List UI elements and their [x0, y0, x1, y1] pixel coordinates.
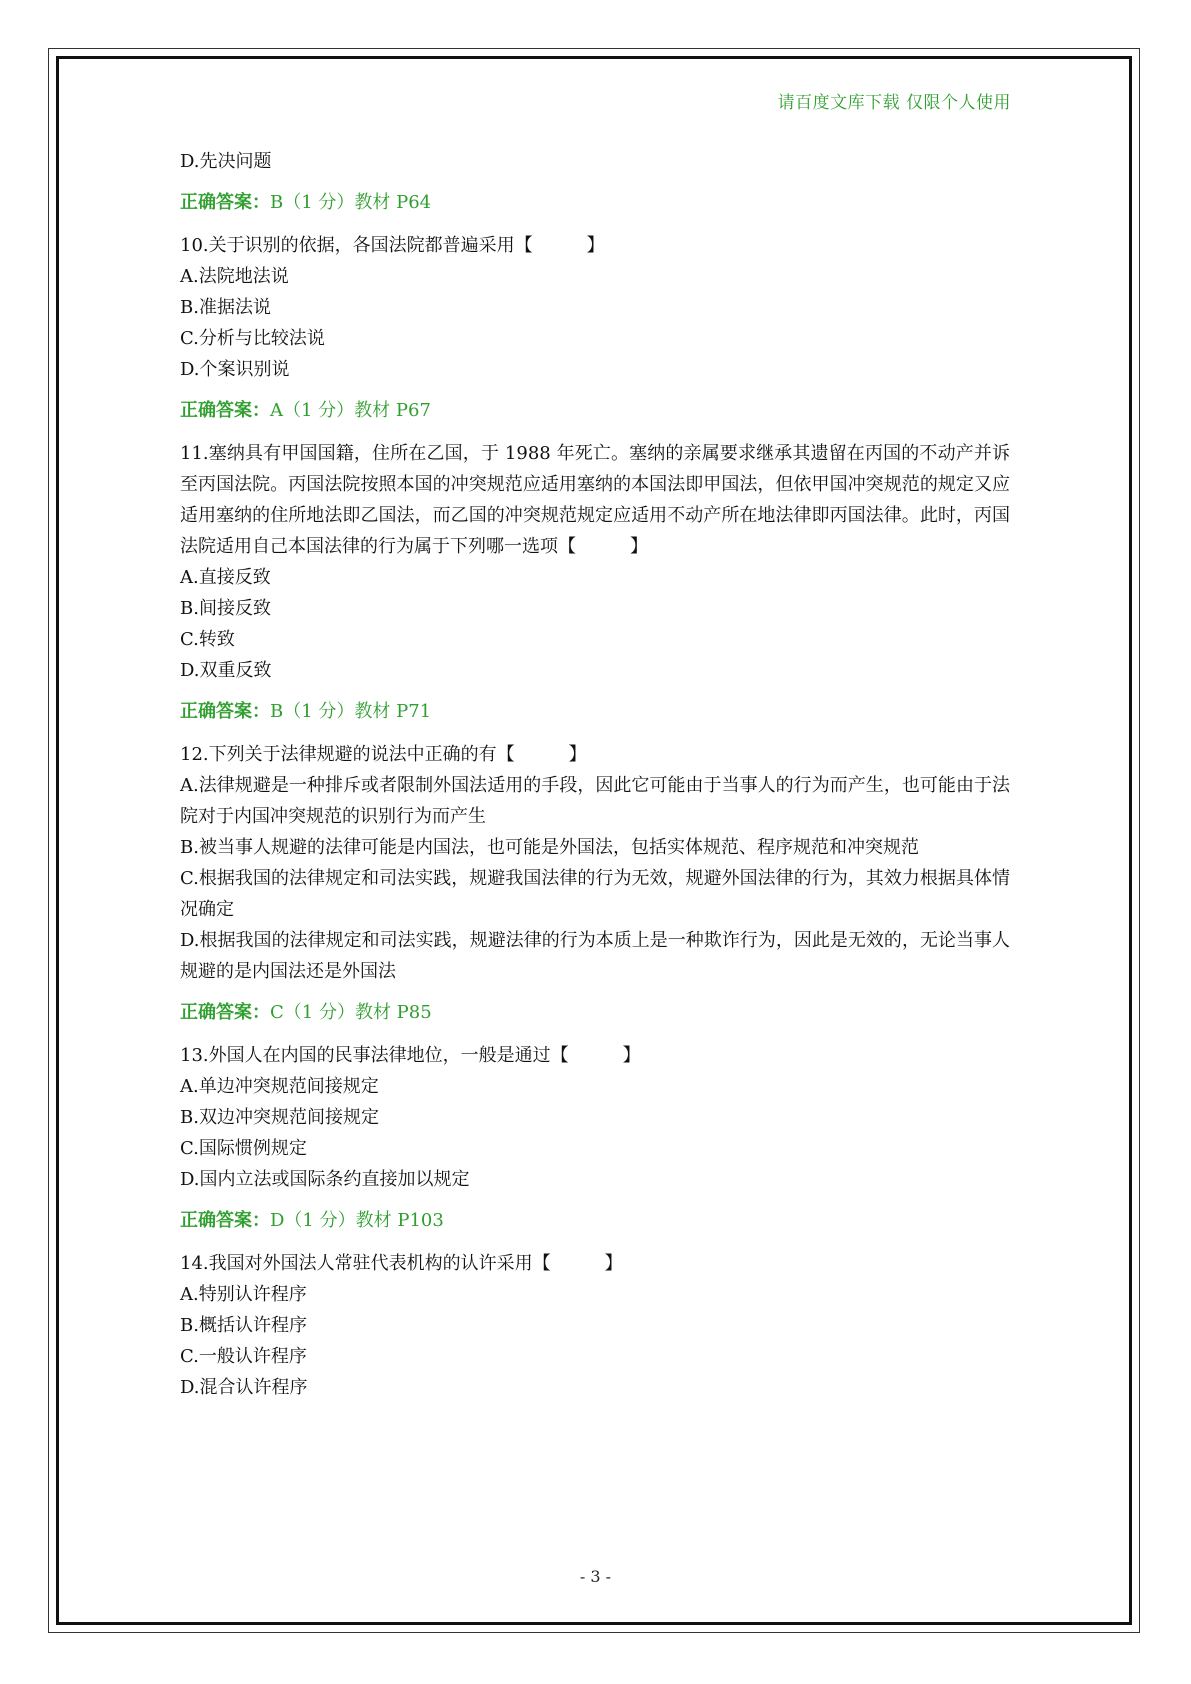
- option-a: A.法院地法说: [180, 266, 289, 287]
- answer-q12: [180, 997, 1010, 1028]
- answer-label: 正确答案：: [180, 192, 270, 213]
- option-d: D.双重反致: [180, 660, 272, 681]
- option-c: C.转致: [180, 629, 235, 650]
- option-a: A.法律规避是一种排斥或者限制外国法适用的手段，因此它可能由于当事人的行为而产生，也可能由于法院对于内国冲突规范的识别行为而产生: [180, 775, 1010, 827]
- answer-value: A（1 分）教材 P67: [270, 400, 431, 421]
- answer-label: 正确答案：: [180, 400, 270, 421]
- option-d: D.根据我国的法律规定和司法实践，规避法律的行为本质上是一种欺诈行为，因此是无效的，无论当事人规避的是内国法还是外国法: [180, 930, 1010, 982]
- option-a: A.单边冲突规范间接规定: [180, 1076, 379, 1097]
- option-b: B.双边冲突规范间接规定: [180, 1107, 379, 1128]
- header-watermark: 请百度文库下载 仅限个人使用: [777, 93, 1011, 113]
- option-b: B.被当事人规避的法律可能是内国法，也可能是外国法，包括实体规范、程序规范和冲突规范: [180, 837, 919, 858]
- option-c: C.根据我国的法律规定和司法实践，规避我国法律的行为无效，规避外国法律的行为，其效力根据具体情况确定: [180, 868, 1010, 920]
- answer-label: 正确答案：: [180, 701, 270, 722]
- option-c: C.分析与比较法说: [180, 328, 325, 349]
- answer-value: C（1 分）教材 P85: [270, 1002, 432, 1023]
- answer-q11: [180, 696, 1010, 727]
- question-stem: 11.塞纳具有甲国国籍，住所在乙国，于 1988 年死亡。塞纳的亲属要求继承其遗留在丙国的不动产并诉至丙国法院。丙国法院按照本国的冲突规范应适用塞纳的本国法即甲国法，但依甲国冲突规范的规定又应适用塞纳的住所地法即乙国法，而乙国的冲突规范规定应适用不动产所在地法律即丙国法律。此时，丙国法院适用自己本国法律的行为属于下列哪一选项【 】: [180, 443, 1010, 557]
- option-c: C.国际惯例规定: [180, 1138, 307, 1159]
- question-stem: 13.外国人在内国的民事法律地位，一般是通过【 】: [180, 1045, 641, 1066]
- option-d: D.个案识别说: [180, 359, 290, 380]
- answer-q9: [180, 187, 1010, 218]
- option-b: B.间接反致: [180, 598, 271, 619]
- page-number: - 3 -: [579, 1567, 612, 1586]
- prev-question-option-d: D.先决问题: [180, 151, 272, 172]
- question-12: [180, 739, 1010, 987]
- document-body: [180, 146, 1010, 1403]
- option-d: D.国内立法或国际条约直接加以规定: [180, 1169, 470, 1190]
- question-stem: 14.我国对外国法人常驻代表机构的认许采用【 】: [180, 1253, 623, 1274]
- question-stem: 12.下列关于法律规避的说法中正确的有【 】: [180, 744, 587, 765]
- question-13: [180, 1040, 1010, 1195]
- option-c: C.一般认许程序: [180, 1346, 307, 1367]
- answer-label: 正确答案：: [180, 1002, 270, 1023]
- question-11: [180, 438, 1010, 686]
- answer-q10: [180, 395, 1010, 426]
- option-d: D.混合认许程序: [180, 1377, 308, 1398]
- option-b: B.准据法说: [180, 297, 271, 318]
- answer-value: B（1 分）教材 P64: [270, 192, 432, 213]
- question-10: [180, 230, 1010, 385]
- option-a: A.特别认许程序: [180, 1284, 307, 1305]
- answer-value: D（1 分）教材 P103: [270, 1210, 444, 1231]
- question-14: [180, 1248, 1010, 1403]
- answer-q13: [180, 1205, 1010, 1236]
- answer-label: 正确答案：: [180, 1210, 270, 1231]
- option-b: B.概括认许程序: [180, 1315, 307, 1336]
- answer-value: B（1 分）教材 P71: [270, 701, 432, 722]
- option-a: A.直接反致: [180, 567, 271, 588]
- question-stem: 10.关于识别的依据，各国法院都普遍采用【 】: [180, 235, 605, 256]
